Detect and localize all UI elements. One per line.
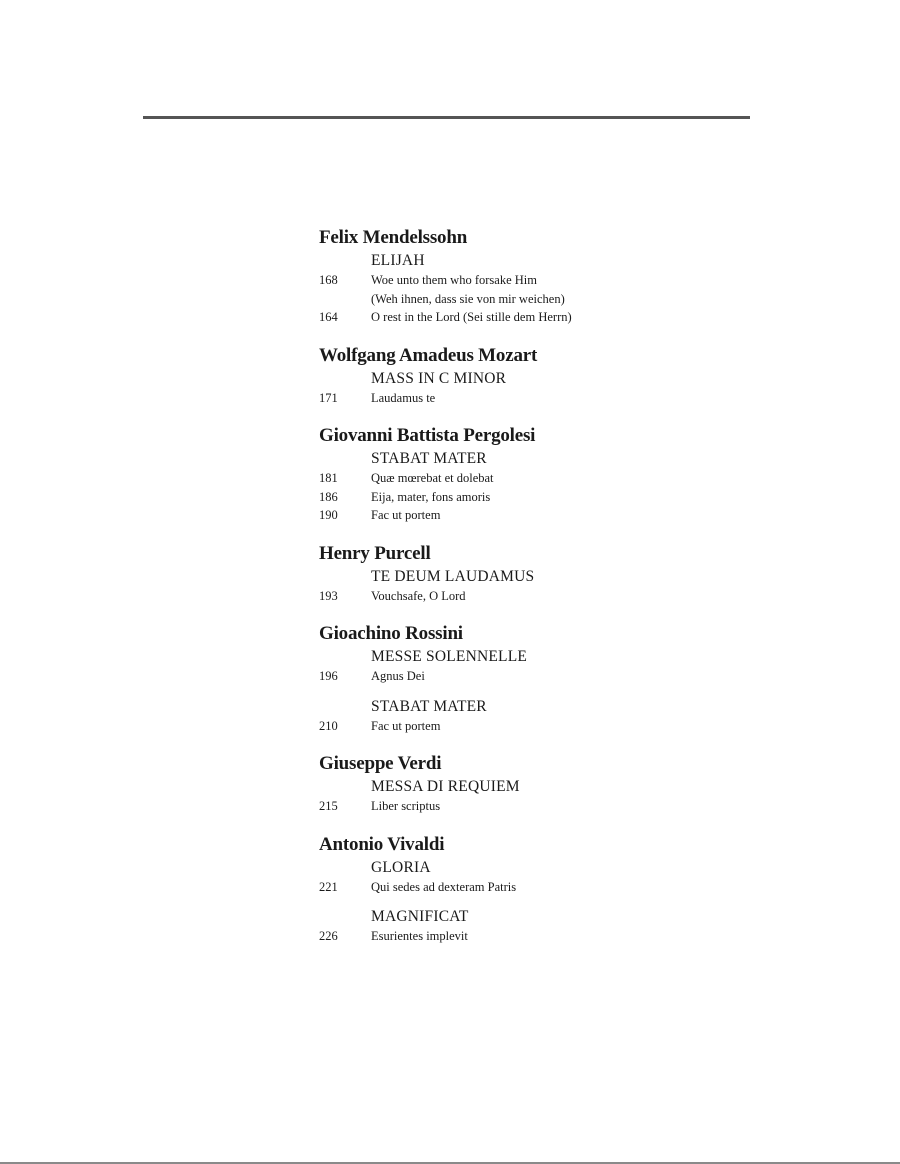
- composer-section: [319, 622, 759, 735]
- composer-name: Giuseppe Verdi: [319, 753, 442, 774]
- work-title: STABAT MATER: [371, 450, 487, 467]
- composer-name: Henry Purcell: [319, 542, 431, 564]
- composer-section: [319, 344, 759, 408]
- piece-entry[interactable]: [319, 797, 759, 816]
- work-title: GLORIA: [371, 858, 431, 876]
- piece-entry[interactable]: [319, 506, 759, 525]
- piece-title: Qui sedes ad dexteram Patris: [371, 879, 517, 894]
- work-title: MASS IN C MINOR: [371, 369, 507, 387]
- piece-title: Esurientes implevit: [371, 929, 468, 943]
- piece-title: Woe unto them who forsake Him: [371, 273, 537, 287]
- composer-name: Giovanni Battista Pergolesi: [319, 425, 536, 446]
- header-rule: [143, 116, 750, 119]
- composer-section: [319, 752, 759, 816]
- piece-title: O rest in the Lord (Sei stille dem Herrn): [371, 310, 572, 324]
- composer-section: [319, 424, 759, 525]
- piece-entry[interactable]: [319, 717, 759, 736]
- page-number: 164: [319, 310, 338, 324]
- piece-entry[interactable]: [319, 389, 759, 408]
- work-entry: [319, 857, 759, 897]
- work-title: MESSE SOLENNELLE: [371, 648, 528, 665]
- work-entry: [319, 566, 759, 606]
- composer-name: Wolfgang Amadeus Mozart: [319, 344, 538, 366]
- piece-title: Vouchsafe, O Lord: [371, 588, 466, 603]
- page-number: 221: [319, 879, 338, 894]
- page-number: 181: [319, 471, 338, 485]
- composer-section: [319, 833, 759, 946]
- piece-title: Quæ mœrebat et dolebat: [371, 471, 494, 485]
- work-title: STABAT MATER: [371, 697, 487, 715]
- work-title: MAGNIFICAT: [371, 908, 469, 925]
- work-title: TE DEUM LAUDAMUS: [371, 567, 535, 585]
- work-title: MESSA DI REQUIEM: [371, 778, 520, 795]
- work-entry: [319, 448, 759, 525]
- work-entry: [319, 250, 759, 327]
- piece-title: Eija, mater, fons amoris: [371, 489, 491, 504]
- composer-name: Felix Mendelssohn: [319, 227, 468, 248]
- piece-title: Liber scriptus: [371, 799, 441, 813]
- page-number: 210: [319, 718, 338, 733]
- piece-subtitle: (Weh ihnen, dass sie von mir weichen): [371, 291, 565, 306]
- work-title: ELIJAH: [371, 252, 425, 269]
- work-entry: [319, 646, 759, 686]
- work-entry: [319, 696, 759, 736]
- piece-entry[interactable]: [319, 587, 759, 606]
- piece-entry[interactable]: [319, 308, 759, 327]
- composer-name: Gioachino Rossini: [319, 623, 463, 644]
- page-number: 196: [319, 669, 338, 683]
- contents-list: [319, 226, 759, 963]
- piece-title: Fac ut portem: [371, 508, 441, 522]
- piece-entry[interactable]: [319, 271, 759, 308]
- page-number: 226: [319, 929, 338, 943]
- composer-section: [319, 542, 759, 606]
- piece-title: Fac ut portem: [371, 718, 441, 733]
- piece-entry[interactable]: [319, 488, 759, 507]
- page-number: 168: [319, 273, 338, 287]
- piece-entry[interactable]: [319, 469, 759, 488]
- page-number: 193: [319, 588, 338, 603]
- work-entry: [319, 368, 759, 408]
- piece-title: Laudamus te: [371, 390, 436, 405]
- page-number: 215: [319, 799, 338, 813]
- page-number: 171: [319, 390, 338, 405]
- composer-name: Antonio Vivaldi: [319, 833, 445, 855]
- page-number: 186: [319, 489, 338, 504]
- work-entry: [319, 776, 759, 816]
- composer-section: [319, 226, 759, 327]
- work-entry: [319, 906, 759, 946]
- piece-entry[interactable]: [319, 927, 759, 946]
- page-number: 190: [319, 508, 338, 522]
- piece-entry[interactable]: [319, 878, 759, 897]
- piece-title: Agnus Dei: [371, 669, 425, 683]
- piece-entry[interactable]: [319, 667, 759, 686]
